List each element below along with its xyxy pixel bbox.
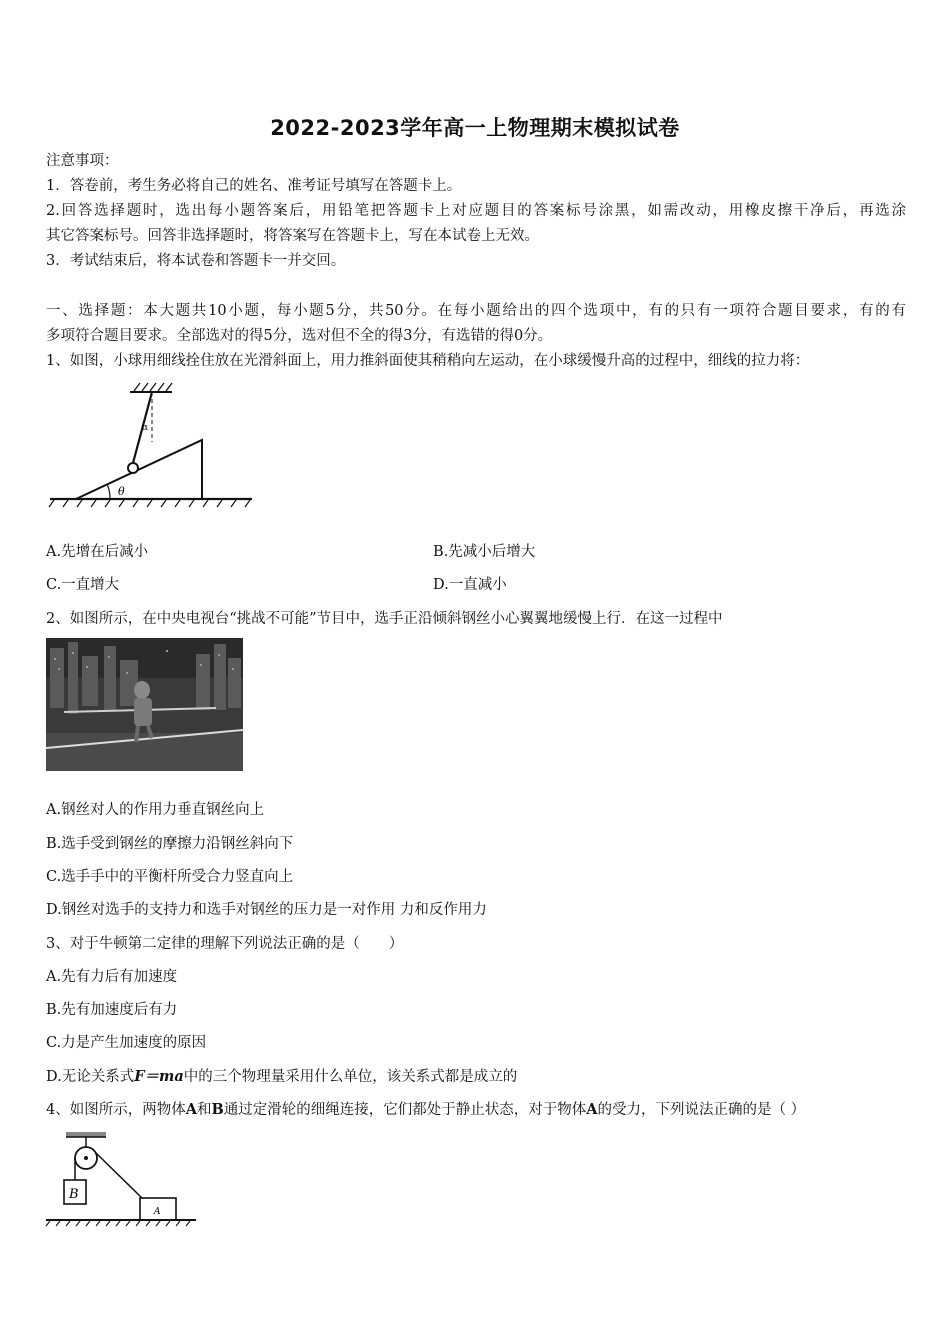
q2-stem: 2、如图所示，在中央电视台“挑战不可能”节目中，选手正沿倾斜钢丝小心翼翼地缓慢上行．在这一过程中 bbox=[46, 611, 723, 627]
q4-block-b-label: B bbox=[69, 1187, 79, 1202]
q3-option-b: B.先有加速度后有力 bbox=[46, 1002, 178, 1018]
q4-stem-b: B bbox=[211, 1101, 224, 1118]
q4-pulley-figure bbox=[44, 1128, 200, 1228]
page-title: 2022-2023学年高一上物理期末模拟试卷 bbox=[270, 116, 680, 140]
q3-option-a: A.先有力后有加速度 bbox=[46, 969, 178, 985]
q4-block-a-label: A bbox=[154, 1207, 161, 1217]
q1-option-a: A.先增在后减小 bbox=[46, 544, 149, 560]
q4-stem-a: A bbox=[185, 1101, 197, 1118]
q2-option-b: B.选手受到钢丝的摩擦力沿钢丝斜向下 bbox=[46, 836, 294, 852]
q2-option-a: A.钢丝对人的作用力垂直钢丝向上 bbox=[46, 802, 265, 818]
q1-option-d: D.一直减小 bbox=[433, 577, 507, 593]
notice-heading: 注意事项： bbox=[46, 153, 119, 169]
q2-option-d: D.钢丝对选手的支持力和选手对钢丝的压力是一对作用 力和反作用力 bbox=[46, 902, 487, 918]
q2-option-c: C.选手手中的平衡杆所受合力竖直向上 bbox=[46, 869, 294, 885]
q1-alpha-label: α bbox=[142, 423, 149, 433]
q1-incline-figure bbox=[44, 378, 259, 508]
q4-stem-part-2: 和 bbox=[197, 1102, 212, 1118]
notice-item-3: 3．考试结束后，将本试卷和答题卡一并交回。 bbox=[46, 253, 346, 269]
q1-option-b: B.先减小后增大 bbox=[433, 544, 536, 560]
notice-item-2-cont: 其它答案标号。回答非选择题时，将答案写在答题卡上，写在本试卷上无效。 bbox=[46, 228, 539, 244]
q4-stem-part-4: 的受力，下列说法正确的是（ ） bbox=[597, 1102, 806, 1118]
notice-item-1: 1．答卷前，考生务必将自己的姓名、准考证号填写在答题卡上。 bbox=[46, 178, 462, 194]
q1-stem: 1、如图，小球用细线拴住放在光滑斜面上，用力推斜面使其稍稍向左运动，在小球缓慢升高的过程中，细线的拉力将： bbox=[46, 353, 810, 369]
section-intro-line-1: 一、选择题：本大题共10小题，每小题5分，共50分。在每小题给出的四个选项中，有的只有一项符合题目要求，有的有 bbox=[46, 303, 906, 319]
q4-stem-part-3: 通过定滑轮的细绳连接，它们都处于静止状态，对于物体 bbox=[223, 1102, 587, 1118]
q1-theta-label: θ bbox=[118, 485, 125, 498]
q3-stem: 3、对于牛顿第二定律的理解下列说法正确的是（ ） bbox=[46, 936, 404, 952]
q3-option-d-pre: D.无论关系式 bbox=[46, 1069, 135, 1085]
q4-stem bbox=[46, 1100, 906, 1120]
section-intro-line-2: 多项符合题目要求。全部选对的得5分，选对但不全的得3分，有选错的得0分。 bbox=[46, 328, 553, 344]
q3-option-d-formula: F＝ma bbox=[134, 1068, 184, 1085]
q1-option-c: C.一直增大 bbox=[46, 577, 120, 593]
q4-stem-part-1: 4、如图所示，两物体 bbox=[46, 1102, 186, 1118]
q3-option-d bbox=[46, 1067, 517, 1087]
q3-option-d-post: 中的三个物理量采用什么单位，该关系式都是成立的 bbox=[183, 1069, 518, 1085]
q4-stem-a2: A bbox=[586, 1101, 598, 1118]
q1-ball bbox=[128, 463, 138, 473]
notice-item-2: 2.回答选择题时，选出每小题答案后，用铅笔把答题卡上对应题目的答案标号涂黑，如需改动，用橡皮擦干净后，再选涂 bbox=[46, 203, 906, 219]
q3-option-c: C.力是产生加速度的原因 bbox=[46, 1035, 207, 1051]
q2-tightrope-photo bbox=[46, 638, 243, 771]
